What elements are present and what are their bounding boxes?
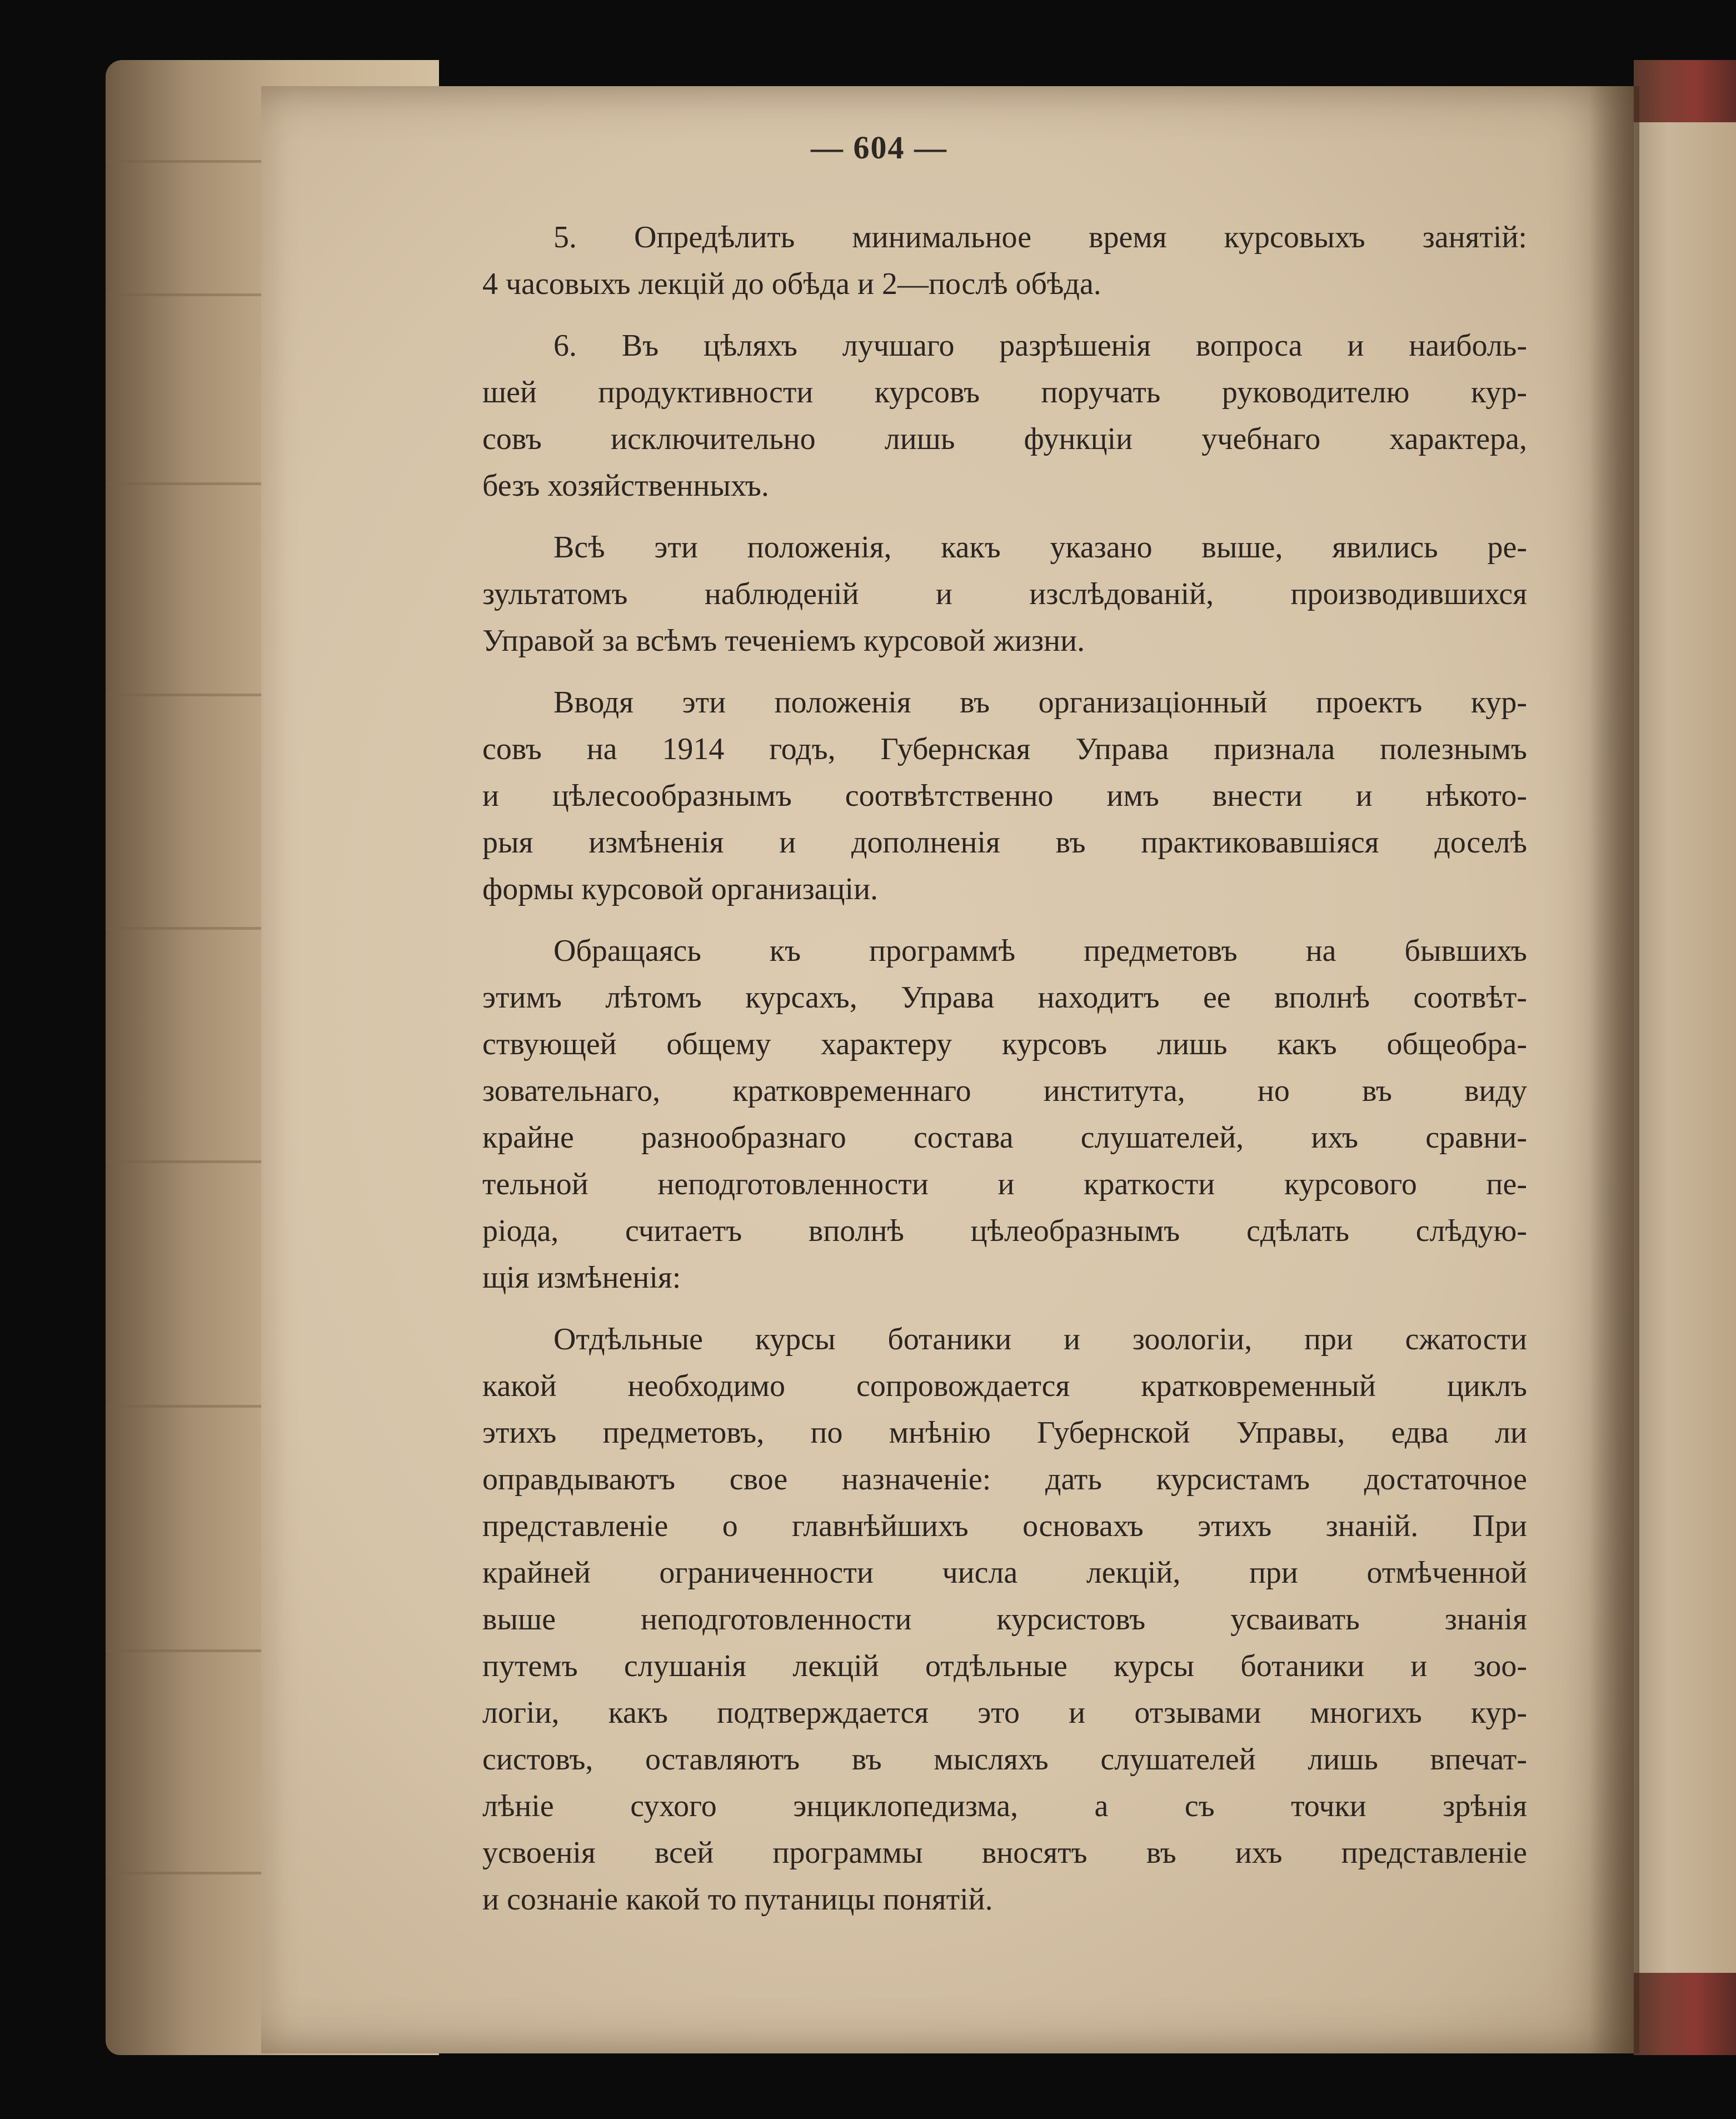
text-line: ствующей общему характеру курсовъ лишь какъ общеобра- [482,1027,1527,1061]
paragraph [482,679,1527,913]
text-line: 6. Въ цѣляхъ лучшаго разрѣшенія вопроса и наиболь- [553,328,1527,363]
text-line: зовательнаго, кратковременнаго института, но въ виду [482,1074,1527,1108]
text-line: лѣніе сухого энциклопедизма, а съ точки зрѣнія [482,1789,1527,1823]
text-line: ріода, считаетъ вполнѣ цѣлеобразнымъ сдѣлать слѣдую- [482,1214,1527,1248]
text-line: Отдѣльные курсы ботаники и зоологіи, при сжатости [553,1322,1527,1357]
text-line: рыя измѣненія и дополненія въ практиковавшіяся доселѣ [482,825,1527,860]
text-line: безъ хозяйственныхъ. [482,468,769,503]
text-line: и цѣлесообразнымъ соотвѣтственно имъ внести и нѣкото- [482,779,1527,813]
text-line: путемъ слушанія лекцій отдѣльные курсы ботаники и зоо- [482,1649,1527,1683]
text-line: щія измѣненія: [482,1260,681,1295]
text-line: Всѣ эти положенія, какъ указано выше, явились ре- [553,530,1527,565]
text-line: Обращаясь къ программѣ предметовъ на бывшихъ [553,934,1527,968]
text-line: оправдываютъ свое назначеніе: дать курсистамъ достаточное [482,1462,1527,1497]
text-line: тельной неподготовленности и краткости курсового пе- [482,1167,1527,1201]
text-line: Вводя эти положенія въ организаціонный проектъ кур- [553,685,1527,720]
text-line: шей продуктивности курсовъ поручать руководителю кур- [482,375,1527,410]
text-line: логіи, какъ подтверждается это и отзывами многихъ кур- [482,1696,1527,1730]
text-line: Управой за всѣмъ теченіемъ курсовой жизни. [482,624,1085,658]
text-line: этимъ лѣтомъ курсахъ, Управа находитъ ее вполнѣ соотвѣт- [482,980,1527,1015]
paragraph [482,524,1527,664]
page-number: — 604 — [811,129,947,166]
text-line: 5. Опредѣлить минимальное время курсовыхъ занятій: [553,220,1527,255]
paragraph [482,214,1527,307]
text-line: выше неподготовленности курсистовъ усваивать знанія [482,1602,1527,1637]
text-line: совъ исключительно лишь функціи учебнаго характера, [482,422,1527,456]
text-line: и сознаніе какой то путаницы понятій. [482,1882,993,1917]
page-body-text [482,214,1527,1938]
text-line: крайней ограниченности числа лекцій, при отмѣченной [482,1555,1527,1590]
page-gutter-shadow [1589,86,1639,2053]
text-line: формы курсовой организаціи. [482,872,879,906]
paragraph [482,928,1527,1301]
text-line: усвоенія всей программы вносятъ въ ихъ представленіе [482,1836,1527,1870]
facing-page-edge [1623,122,1736,1973]
text-line: совъ на 1914 годъ, Губернская Управа признала полезнымъ [482,732,1527,766]
text-line: крайне разнообразнаго состава слушателей, ихъ сравни- [482,1120,1527,1155]
paragraph [482,322,1527,509]
paragraph [482,1316,1527,1923]
text-line: представленіе о главнѣйшихъ основахъ этихъ знаній. При [482,1509,1527,1543]
text-line: какой необходимо сопровождается кратковременный циклъ [482,1369,1527,1403]
text-line: 4 часовыхъ лекцій до обѣда и 2—послѣ обѣда. [482,267,1101,301]
text-line: этихъ предметовъ, по мнѣнію Губернской Управы, едва ли [482,1415,1527,1450]
text-line: зультатомъ наблюденій и изслѣдованій, производившихся [482,577,1527,611]
text-line: систовъ, оставляютъ въ мысляхъ слушателей лишь впечат- [482,1742,1527,1777]
